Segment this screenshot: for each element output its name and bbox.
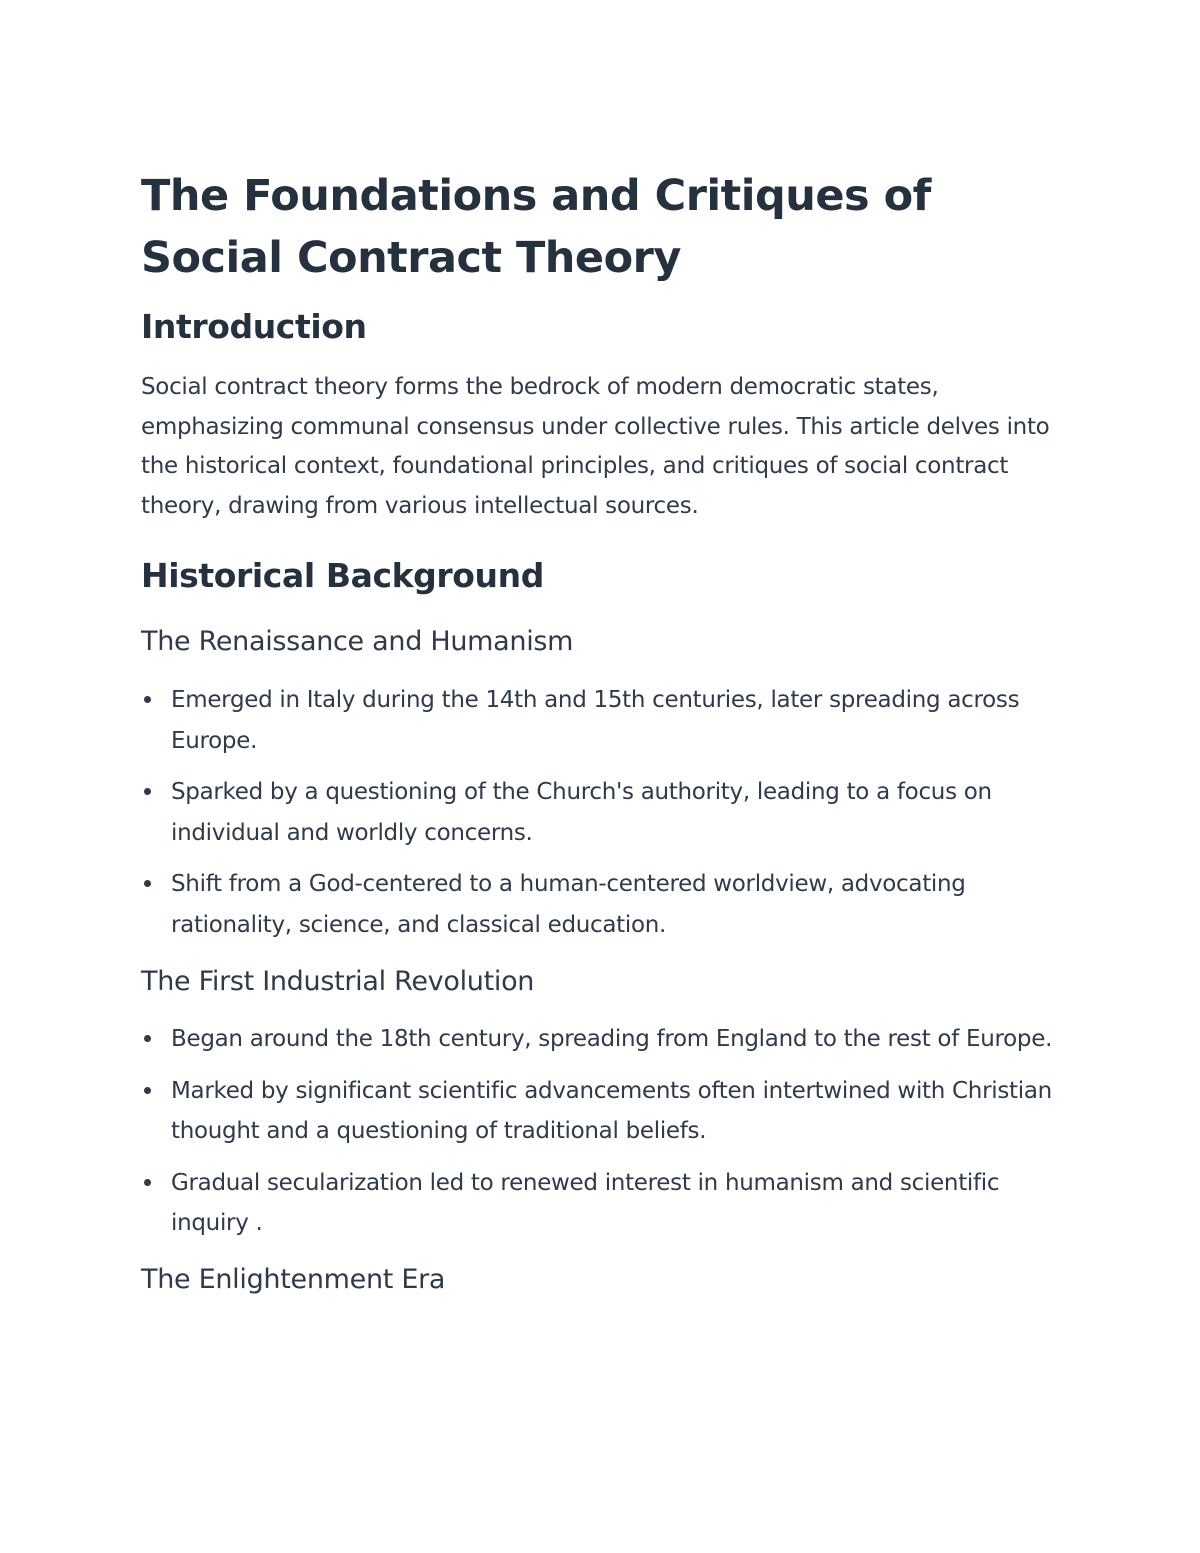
list-item-text: Marked by significant scientific advancements often intertwined with Christian thought and a questioning of traditional beliefs. (171, 1077, 1052, 1144)
list-item-text: Sparked by a questioning of the Church's authority, leading to a focus on individual and worldly concerns. (171, 779, 992, 846)
section-heading-introduction: Introduction (141, 307, 367, 346)
bullet-icon (144, 1035, 151, 1042)
list-item (141, 1071, 1071, 1152)
renaissance-list (141, 680, 1071, 945)
document-title: The Foundations and Critiques of Social Contract Theory (141, 171, 931, 283)
list-item-text: Shift from a God-centered to a human-centered worldview, advocating rationality, science, and classical education. (171, 871, 966, 938)
bullet-icon (144, 1179, 151, 1186)
subsection-heading-renaissance: The Renaissance and Humanism (141, 626, 574, 657)
list-item (141, 1163, 1071, 1244)
introduction-paragraph: Social contract theory forms the bedrock of modern democratic states, emphasizing communal consensus under collective rules. This article delves into the historical context, foundational principles, and critiques of social contract theory, drawing from various intellectual sources. (141, 374, 1050, 519)
bullet-icon (144, 1087, 151, 1094)
bullet-icon (144, 880, 151, 887)
list-item (141, 864, 1071, 945)
list-item-text: Gradual secularization led to renewed interest in humanism and scientific inquiry . (171, 1169, 1000, 1236)
list-item (141, 1019, 1071, 1060)
subsection-heading-industrial-revolution: The First Industrial Revolution (141, 966, 535, 997)
industrial-revolution-list (141, 1019, 1071, 1244)
section-heading-historical-background: Historical Background (141, 556, 544, 595)
document-page (141, 165, 1071, 1299)
list-item-text: Began around the 18th century, spreading from England to the rest of Europe. (171, 1026, 1053, 1052)
list-item-text: Emerged in Italy during the 14th and 15th centuries, later spreading across Europe. (171, 687, 1020, 754)
list-item (141, 772, 1071, 853)
bullet-icon (144, 788, 151, 795)
subsection-heading-enlightenment: The Enlightenment Era (141, 1263, 446, 1295)
bullet-icon (144, 696, 151, 703)
list-item (141, 680, 1071, 761)
